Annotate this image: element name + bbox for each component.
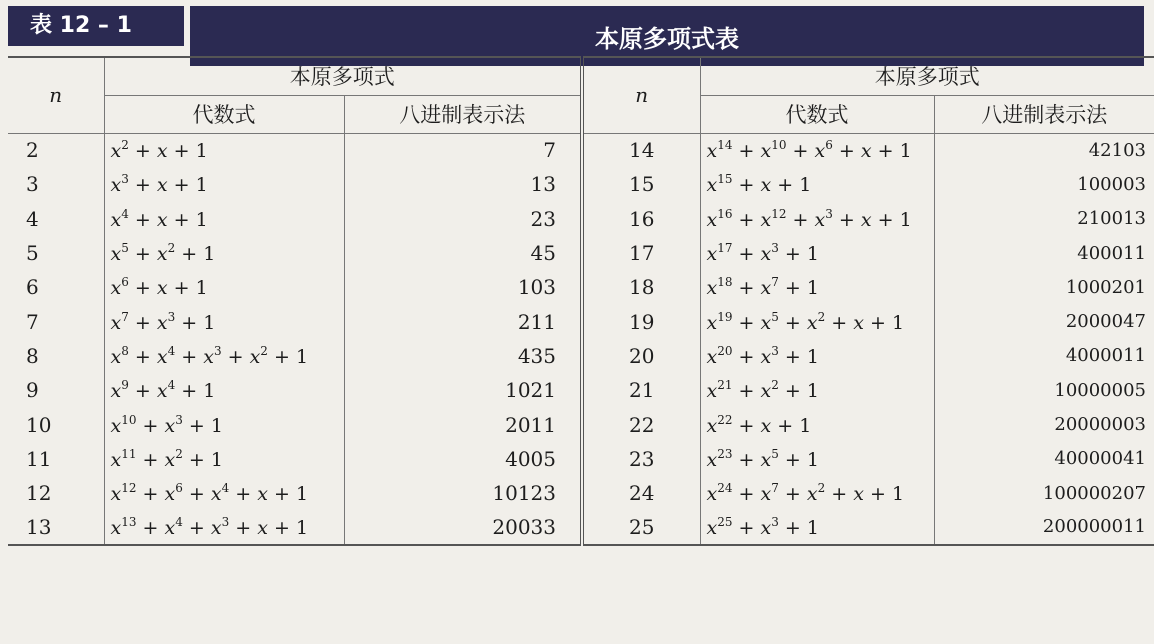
octal-cell: 1021 [344,373,582,407]
degree-cell: 11 [26,446,52,471]
degree-cell: 22 [582,407,700,441]
algebraic-cell: $x^{17} + x^3 + 1$ [700,236,934,270]
table-row [8,373,1154,407]
table-row [8,133,1154,167]
degree-cell: 6 [26,275,39,300]
algebraic-cell: $x^{23} + x^5 + 1$ [700,442,934,476]
degree-cell: 7 [26,309,39,334]
degree-cell: 15 [582,167,700,201]
degree-cell: 25 [582,510,700,544]
octal-cell: 400011 [934,236,1154,270]
algebraic-cell: $x^7 + x^3 + 1$ [104,304,344,338]
octal-cell: 4005 [344,442,582,476]
table-row [8,407,1154,441]
degree-cell: 3 [26,172,39,197]
degree-cell: 23 [582,442,700,476]
primitive-polynomial-table [8,56,1154,546]
table-row [8,304,1154,338]
octal-cell: 10000005 [934,373,1154,407]
octal-cell: 2000047 [934,304,1154,338]
degree-cell: 19 [582,304,700,338]
octal-cell: 20000003 [934,407,1154,441]
octal-cell: 200000011 [934,510,1154,544]
degree-cell: 14 [582,133,700,167]
octal-cell: 1000201 [934,270,1154,304]
algebraic-cell: $x^{18} + x^7 + 1$ [700,270,934,304]
col-algebraic-left: 代数式 [104,95,344,133]
octal-cell: 2011 [344,407,582,441]
octal-cell: 435 [344,339,582,373]
octal-cell: 100000207 [934,476,1154,510]
algebraic-cell: $x^{11} + x^2 + 1$ [104,442,344,476]
octal-cell: 103 [344,270,582,304]
degree-cell: 2 [26,138,39,163]
octal-cell: 40000041 [934,442,1154,476]
degree-cell: 12 [26,481,52,506]
algebraic-cell: $x^4 + x + 1$ [104,202,344,236]
col-n-left: n [8,57,104,133]
octal-cell: 10123 [344,476,582,510]
table-number: 表 12 – 1 [8,6,184,46]
algebraic-cell: $x^{19} + x^5 + x^2 + x + 1$ [700,304,934,338]
degree-cell: 5 [26,241,39,266]
degree-cell: 18 [582,270,700,304]
algebraic-cell: $x^{21} + x^2 + 1$ [700,373,934,407]
octal-cell: 100003 [934,167,1154,201]
octal-cell: 45 [344,236,582,270]
degree-cell: 16 [582,202,700,236]
octal-cell: 211 [344,304,582,338]
degree-cell: 20 [582,339,700,373]
degree-cell: 8 [26,343,39,368]
algebraic-cell: $x^3 + x + 1$ [104,167,344,201]
octal-cell: 210013 [934,202,1154,236]
octal-cell: 23 [344,202,582,236]
algebraic-cell: $x^{15} + x + 1$ [700,167,934,201]
degree-cell: 24 [582,476,700,510]
algebraic-cell: $x^{25} + x^3 + 1$ [700,510,934,544]
table-row [8,202,1154,236]
table-body [8,133,1154,545]
table-row [8,476,1154,510]
col-group-right: 本原多项式 [700,57,1154,95]
algebraic-cell: $x^6 + x + 1$ [104,270,344,304]
degree-cell: 17 [582,236,700,270]
octal-cell: 13 [344,167,582,201]
algebraic-cell: $x^{12} + x^6 + x^4 + x + 1$ [104,476,344,510]
col-algebraic-right: 代数式 [700,95,934,133]
table-row [8,236,1154,270]
algebraic-cell: $x^{13} + x^4 + x^3 + x + 1$ [104,510,344,544]
degree-cell: 10 [26,412,52,437]
algebraic-cell: $x^5 + x^2 + 1$ [104,236,344,270]
table-row [8,510,1154,544]
algebraic-cell: $x^{22} + x + 1$ [700,407,934,441]
algebraic-cell: $x^{20} + x^3 + 1$ [700,339,934,373]
table-row [8,167,1154,201]
table-row [8,442,1154,476]
algebraic-cell: $x^8 + x^4 + x^3 + x^2 + 1$ [104,339,344,373]
degree-cell: 21 [582,373,700,407]
table-title: 本原多项式表 [190,6,1144,66]
algebraic-cell: $x^{24} + x^7 + x^2 + x + 1$ [700,476,934,510]
octal-cell: 42103 [934,133,1154,167]
octal-cell: 4000011 [934,339,1154,373]
col-octal-right: 八进制表示法 [934,95,1154,133]
algebraic-cell: $x^9 + x^4 + 1$ [104,373,344,407]
octal-cell: 7 [344,133,582,167]
algebraic-cell: $x^{16} + x^{12} + x^3 + x + 1$ [700,202,934,236]
col-n-right: n [582,57,700,133]
degree-cell: 9 [26,378,39,403]
table-row [8,339,1154,373]
col-group-left: 本原多项式 [104,57,582,95]
table-row [8,270,1154,304]
col-octal-left: 八进制表示法 [344,95,582,133]
degree-cell: 13 [26,514,52,539]
algebraic-cell: $x^2 + x + 1$ [104,133,344,167]
degree-cell: 4 [26,206,39,231]
algebraic-cell: $x^{10} + x^3 + 1$ [104,407,344,441]
octal-cell: 20033 [344,510,582,544]
algebraic-cell: $x^{14} + x^{10} + x^6 + x + 1$ [700,133,934,167]
